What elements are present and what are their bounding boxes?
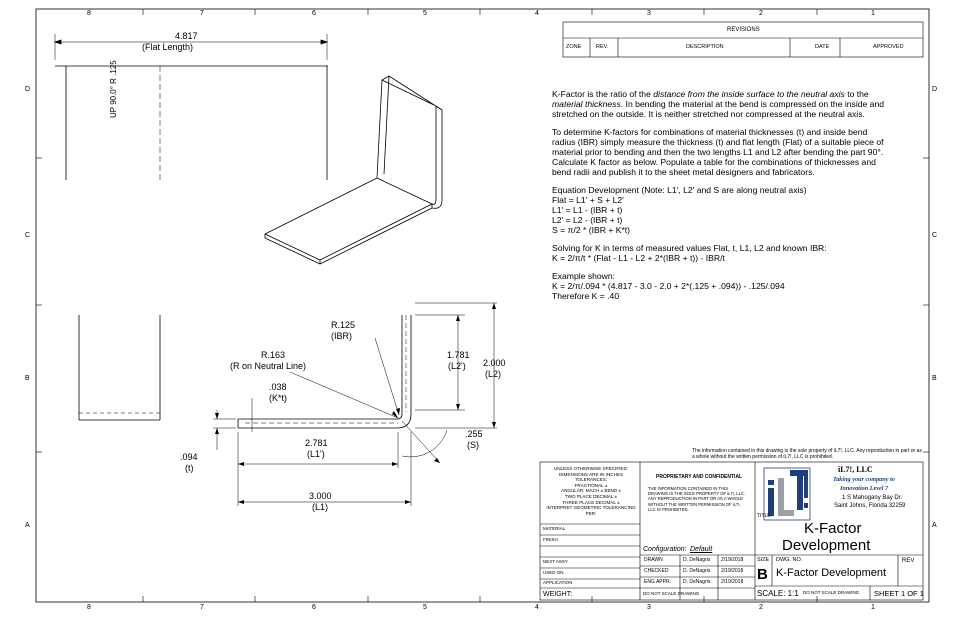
isometric-view (265, 76, 442, 264)
tb-unless: UNLESS OTHERWISE SPECIFIED: (553, 466, 629, 471)
row-drawn-role: DRAWN (644, 557, 663, 563)
zone-bottom-1: 1 (871, 604, 875, 611)
front-view (79, 315, 411, 428)
rev-col-zone: ZONE (566, 44, 582, 50)
flat-length-value: 4.817 (175, 31, 198, 41)
neutral-radius-value: R.163 (261, 350, 286, 360)
proprietary-title: PROPRIETARY AND CONFIDENTIAL (656, 474, 743, 480)
configuration-value: Default (690, 546, 713, 553)
row-checked-date: 2/19/2018 (721, 568, 744, 574)
example-title: Example shown: (552, 271, 616, 281)
zone-bottom-6: 6 (312, 604, 316, 611)
row-eng-date: 2/19/2018 (721, 579, 744, 585)
equation-1: Flat = L1' + S + L2' (552, 195, 624, 205)
tb-application: APPLICATION (543, 580, 573, 585)
company-tagline-1: Taking your company to (833, 476, 895, 483)
s-value: .255 (465, 429, 483, 439)
bend-note: UP 90.0° R .125 (109, 60, 118, 118)
tb-tol: TOLERANCES: (574, 477, 608, 483)
tb-frac: FRACTIONAL ± (574, 482, 608, 488)
definition-text-2: to the (844, 89, 869, 99)
zone-top-2: 2 (759, 10, 763, 17)
kt-label: (K*t) (269, 393, 287, 403)
dwg-no-value: K-Factor Development (776, 567, 887, 579)
do-not-scale-left: DO NOT SCALE DRAWING (643, 591, 700, 596)
definition-text-3: . In bending the material at the bend is compressed on the inside and stretched on the outside. It is neither stretched nor compressed at the neutral axis. (552, 99, 885, 119)
row-checked-role: CHECKED (644, 568, 669, 574)
zone-right-c: C (932, 232, 938, 239)
zone-top-5: 5 (423, 10, 427, 17)
rev-col-description: DESCRIPTION (686, 44, 724, 50)
zone-right-b: B (932, 375, 937, 382)
zone-top-6: 6 (312, 10, 316, 17)
l1-prime-label: (L1') (307, 449, 325, 459)
zone-top-4: 4 (535, 10, 539, 17)
drawing-title-line-1: K-Factor (804, 520, 862, 537)
equation-2: L1' = L1 - (IBR + t) (552, 205, 623, 215)
l1-value: 3.000 (309, 491, 332, 501)
front-dimensions (213, 303, 497, 506)
zone-bottom-4: 4 (535, 604, 539, 611)
company-name: iL7!, LLC (838, 465, 873, 474)
example-equation: K = 2/π/.094 * (4.817 - 3.0 - 2.0 + 2*(.125 + .094)) - .125/.094 (552, 281, 785, 291)
solve-title: Solving for K in terms of measured values Flat, t, L1, L2 and known IBR: (552, 243, 827, 253)
title-label: TITLE: (757, 513, 773, 519)
drawing-title-line-2: Development (782, 537, 871, 554)
equation-4: S = π/2 * (IBR + K*t) (552, 225, 631, 235)
ibr-value: R.125 (331, 320, 356, 330)
ibr-label: (IBR) (331, 331, 352, 341)
size-label: SIZE (757, 557, 770, 563)
row-drawn-date: 2/19/2018 (721, 557, 744, 563)
l1-prime-value: 2.781 (305, 438, 328, 448)
row-drawn-name: D. DeNagris (683, 557, 711, 563)
definition-paragraph (552, 89, 892, 119)
sheet-number: SHEET 1 OF 1 (874, 589, 924, 598)
company-tagline-2: Innovation Level 7 (840, 485, 889, 492)
rev-label: REV (902, 558, 915, 564)
proprietary-text: THE INFORMATION CONTAINED IN THIS DRAWING IS THE SOLE PROPERTY OF iL7!, LLC. ANY REPRODUCTION IN PART OR AS A WHOLE WITHOUT THE WRITTEN PERMISSION OF iL7!, LLC IS PROHIBITED. (648, 486, 746, 512)
zone-left-d: D (25, 86, 31, 93)
tb-finish: FINISH (543, 537, 558, 542)
revisions-title: REVISIONS (727, 27, 760, 33)
flat-pattern-view (55, 31, 328, 180)
do-not-scale-right: DO NOT SCALE DRAWING (803, 590, 860, 595)
zone-right-a: A (932, 522, 937, 529)
l2-prime-label: (L2') (448, 361, 466, 371)
scale-value: SCALE: 1:1 (757, 589, 799, 598)
disclaimer-text: The information contained in this drawing is the sole property of iL7!, LLC. Any reproduction in part or as a whole without the written permission of iL7!, LLC is prohibited. (692, 448, 922, 460)
zone-bottom-8: 8 (87, 604, 91, 611)
row-eng-name: D. DeNagris (683, 579, 711, 585)
zone-left-a: A (25, 522, 30, 529)
dwg-no-label: DWG. NO. (776, 557, 803, 563)
l2-prime-value: 1.781 (447, 350, 470, 360)
tb-used-on: USED ON (543, 570, 564, 575)
zone-right-d: D (932, 86, 938, 93)
equation-title: Equation Development (Note: L1', L2' and S are along neutral axis) (552, 185, 807, 195)
definition-emphasis-1: distance from the inside surface to the neutral axis (653, 89, 845, 99)
flat-length-label: (Flat Length) (142, 42, 194, 52)
definition-text-1: K-Factor is the ratio of the (552, 89, 654, 99)
l2-label: (L2) (485, 369, 502, 379)
zone-bottom-3: 3 (647, 604, 651, 611)
zone-left-c: C (25, 232, 31, 239)
zone-top-7: 7 (200, 10, 204, 17)
kt-value: .038 (269, 382, 287, 392)
company-address-2: Saint Johns, Florida 32259 (834, 503, 906, 509)
tb-next-assy: NEXT ASSY (543, 559, 568, 564)
tb-material: MATERIAL (543, 526, 566, 531)
configuration-label: Configuration: (643, 546, 687, 553)
rev-col-approved: APPROVED (873, 44, 904, 50)
zone-bottom-5: 5 (423, 604, 427, 611)
dimension-arrows (215, 303, 496, 504)
neutral-radius-label: (R on Neutral Line) (230, 361, 307, 371)
row-checked-name: D. DeNagris (683, 568, 711, 574)
tb-three: THREE PLACE DECIMAL ± (562, 499, 620, 505)
equation-3: L2' = L2 - (IBR + t) (552, 215, 623, 225)
company-address-1: 1 S Mahogany Bay Dr. (842, 495, 903, 501)
thickness-value: .094 (180, 452, 198, 462)
kfactor-notes (552, 89, 892, 301)
zone-top-1: 1 (871, 10, 875, 17)
zone-bottom-7: 7 (200, 604, 204, 611)
tb-weight: WEIGHT: (543, 591, 573, 598)
l2-value: 2.000 (483, 358, 506, 368)
tb-ang: ANGULAR: MACH ± BEND ± (561, 488, 621, 494)
row-eng-role: ENG APPR. (644, 579, 671, 585)
tb-dims: DIMENSIONS ARE IN INCHES (558, 471, 624, 477)
rev-col-date: DATE (815, 44, 830, 50)
tolerance-block (544, 466, 638, 516)
thickness-label: (t) (185, 463, 194, 473)
definition-emphasis-2: material thickness (552, 99, 621, 109)
zone-top-8: 8 (87, 10, 91, 17)
s-label: (S) (467, 440, 479, 450)
zone-top-3: 3 (647, 10, 651, 17)
rev-col-rev: REV. (596, 44, 609, 50)
zone-left-b: B (25, 375, 30, 382)
tb-two: TWO PLACE DECIMAL ± (564, 493, 618, 499)
method-paragraph: To determine K-factors for combinations of material thicknesses (t) and inside bend radius (IBR) simply measure the thickness (t) and flat length (Flat) of a suitable piece of material prior to bending and then the two lengths L1 and L2 after bending the part 90°. Calculate K factor as below. Populate a table for the combinations of thicknesses and bend radii and publish it to the sheet metal designers and fabricators. (552, 127, 884, 177)
tb-interp: INTERPRET GEOMETRIC TOLERANCING PER: (546, 505, 636, 516)
zone-bottom-2: 2 (759, 604, 763, 611)
size-value: B (757, 566, 768, 583)
example-result: Therefore K = .40 (552, 291, 620, 301)
l1-label: (L1) (312, 502, 329, 512)
solve-equation: K = 2/π/t * (Flat - L1 - L2 + 2*(IBR + t)) - IBR/t (552, 253, 725, 263)
